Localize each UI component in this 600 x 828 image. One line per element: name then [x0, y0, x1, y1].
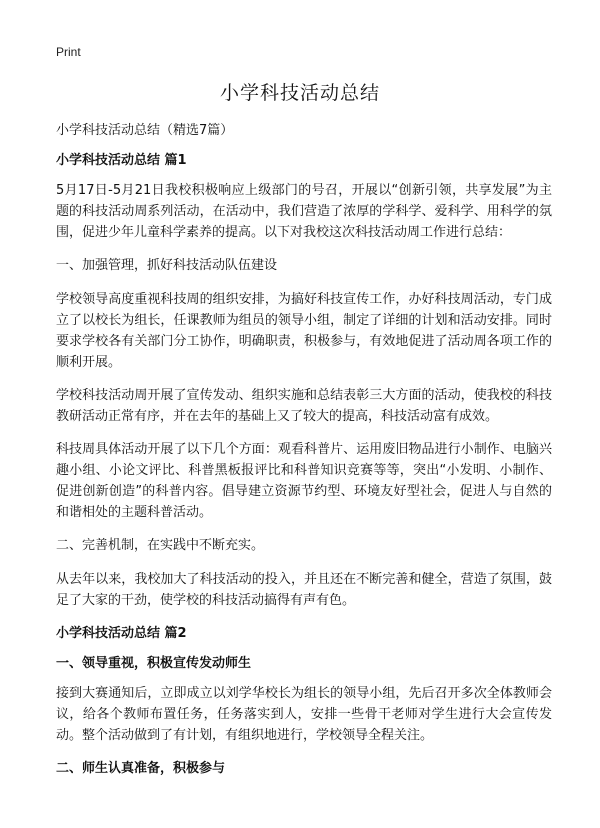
- document-body: [56, 120, 552, 788]
- article-1-section-1-heading: 一、加强管理，抓好科技活动队伍建设: [56, 258, 278, 273]
- article-2-section-1-heading: 一、领导重视，积极宣传发动师生: [56, 656, 252, 671]
- document-subtitle: 小学科技活动总结（精选7篇）: [56, 123, 234, 138]
- article-1-heading: 小学科技活动总结 篇1: [56, 153, 187, 168]
- article-1-paragraph-5: 从去年以来，我校加大了科技活动的投入，并且还在不断完善和健全，营造了氛围，鼓足了大家的干劲，使学校的科技活动搞得有声有色。: [56, 572, 552, 608]
- print-link[interactable]: Print: [56, 45, 81, 59]
- article-1-paragraph-2: 学校领导高度重视科技周的组织安排，为搞好科技宣传工作，办好科技周活动，专门成立了以校长为组长，任课教师为组员的领导小组，制定了详细的计划和活动安排。同时要求学校各有关部门分工协作，明确职责，积极参与，有效地促进了活动周各项工作的顺利开展。: [56, 292, 552, 370]
- article-2-section-2-heading: 二、师生认真准备，积极参与: [56, 761, 226, 776]
- article-2-paragraph-1: 接到大赛通知后，立即成立以刘学华校长为组长的领导小组，先后召开多次全体教师会议，给各个教师布置任务，任务落实到人，安排一些骨干老师对学生进行大会宣传发动。整个活动做到了有计划，有组织地进行，学校领导全程关注。: [56, 686, 552, 743]
- article-1-paragraph-1: 5月17日-5月21日我校积极响应上级部门的号召，开展以“创新引领，共享发展”为主题的科技活动周系列活动，在活动中，我们营造了浓厚的学科学、爱科学、用科学的氛围，促进少年儿童科学素养的提高。以下对我校这次科技活动周工作进行总结：: [56, 183, 552, 240]
- page-title: 小学科技活动总结: [219, 82, 380, 104]
- article-1-paragraph-4: 科技周具体活动开展了以下几个方面：观看科普片、运用废旧物品进行小制作、电脑兴趣小组、小论文评比、科普黑板报评比和科普知识竞赛等等，突出“小发明、小制作、促进创新创造”的科普内容。倡导建立资源节约型、环境友好型社会，促进人与自然的和谐相处的主题科普活动。: [56, 442, 552, 520]
- article-2-heading: 小学科技活动总结 篇2: [56, 626, 187, 641]
- article-1-section-2-heading: 二、完善机制，在实践中不断充实。: [56, 538, 265, 553]
- article-1-paragraph-3: 学校科技活动周开展了宣传发动、组织实施和总结表彰三大方面的活动，使我校的科技教研活动正常有序，并在去年的基础上又了较大的提高，科技活动富有成效。: [56, 388, 552, 424]
